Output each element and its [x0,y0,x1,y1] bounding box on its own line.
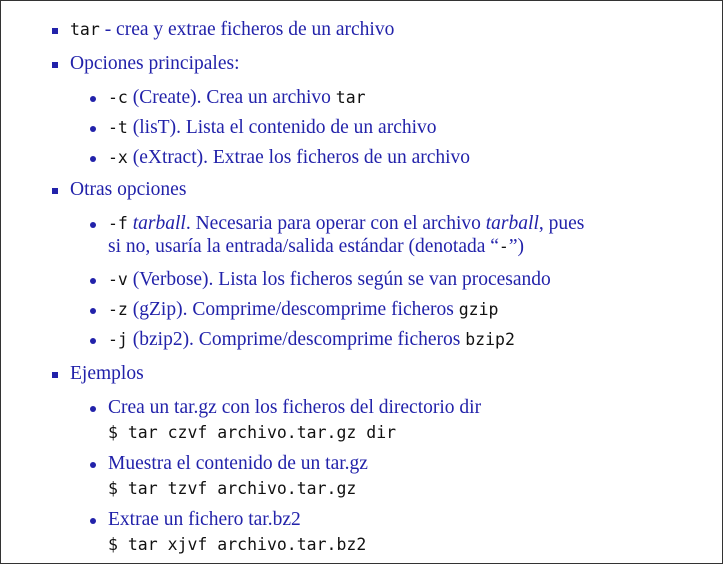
option-desc: (lisT). Lista el contenido de un archivo [127,117,437,138]
option-code: - [498,237,509,256]
option-code: gzip [458,300,499,319]
option-italic: tarball [132,213,186,234]
option-desc: ”) [508,236,525,257]
section-title-examples: Ejemplos [70,363,144,384]
round-bullet-icon [90,308,96,314]
option-f [108,213,584,235]
option-flag: -z [108,300,128,319]
tar-description: - crea y extrae ficheros de un archivo [99,19,395,40]
round-bullet-icon [90,278,96,284]
option-t [108,117,437,139]
square-bullet-icon [52,28,58,34]
option-desc: . Necesaria para operar con el archivo [185,213,486,234]
option-desc: (bzip2). Comprime/descomprime ficheros [127,329,466,350]
option-flag: -j [108,330,128,349]
option-desc: si no, usaría la entrada/salida estándar (denotada “ [108,236,499,257]
example-command: $ tar tzvf archivo.tar.gz [108,479,357,498]
option-flag: -t [108,118,128,137]
option-j [108,329,515,351]
section-title-other-options: Otras opciones [70,179,187,200]
option-flag: -x [108,148,128,167]
option-italic: tarball [485,213,539,234]
example-command: $ tar xjvf archivo.tar.bz2 [108,535,367,554]
example-command: $ tar czvf archivo.tar.gz dir [108,423,397,442]
option-desc: (gZip). Comprime/descomprime ficheros [127,299,459,320]
round-bullet-icon [90,222,96,228]
round-bullet-icon [90,96,96,102]
option-code: bzip2 [465,330,515,349]
tar-command: tar [70,20,100,39]
option-flag: -v [108,270,128,289]
example-description: Extrae un fichero tar.bz2 [108,509,301,530]
round-bullet-icon [90,156,96,162]
square-bullet-icon [52,62,58,68]
option-desc: (eXtract). Extrae los ficheros de un archivo [127,147,471,168]
item-tar [70,19,394,41]
example-description: Muestra el contenido de un tar.gz [108,453,368,474]
round-bullet-icon [90,518,96,524]
option-desc: (Verbose). Lista los ficheros según se van procesando [127,269,551,290]
option-desc: (Create). Crea un archivo [127,87,336,108]
option-code: tar [335,88,366,107]
option-flag: -c [108,88,128,107]
round-bullet-icon [90,406,96,412]
round-bullet-icon [90,338,96,344]
option-flag: -f [108,214,128,233]
option-x [108,147,470,169]
square-bullet-icon [52,372,58,378]
option-v [108,269,551,291]
square-bullet-icon [52,188,58,194]
example-description: Crea un tar.gz con los ficheros del directorio dir [108,397,482,418]
option-f-continuation [108,236,524,258]
round-bullet-icon [90,126,96,132]
option-z [108,299,499,321]
option-desc: , pues [538,213,585,234]
option-c [108,87,366,109]
round-bullet-icon [90,462,96,468]
section-title-main-options: Opciones principales: [70,53,240,74]
